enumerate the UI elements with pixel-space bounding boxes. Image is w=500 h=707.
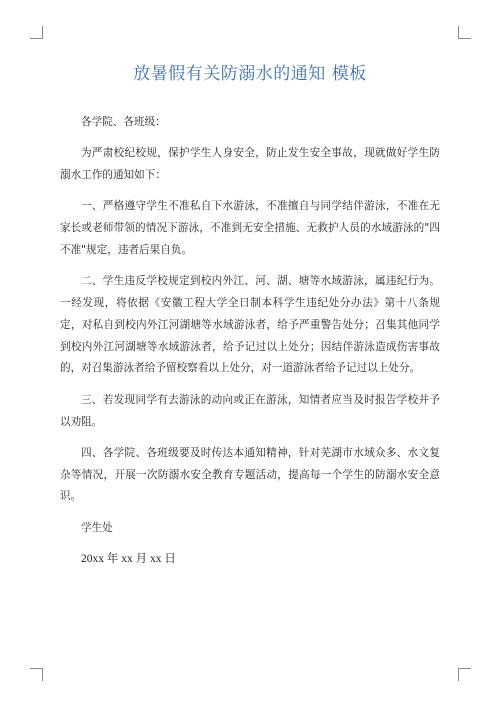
crop-mark-top-right bbox=[458, 26, 471, 39]
crop-mark-bottom-left bbox=[30, 668, 43, 681]
document-title: 放暑假有关防溺水的通知 模板 bbox=[133, 64, 367, 84]
document-body bbox=[60, 112, 440, 571]
greeting: 各学院、各班级： bbox=[81, 116, 166, 128]
paragraph-intro: 为严肃校纪校规，保护学生人身安全，防止发生安全事故，现就做好学生防溺水工作的通知如下： bbox=[60, 147, 440, 182]
paragraph-rule-1: 一、严格遵守学生不准私自下水游泳，不准擅自与同学结伴游泳，不准在无家长或老师带领的情况下游泳，不准到无安全措施、无救护人员的水域游泳的"四不准"规定，违者后果自负。 bbox=[60, 200, 440, 256]
signature: 学生处 bbox=[81, 521, 113, 534]
date: 20xx 年 xx 月 xx 日 bbox=[81, 553, 176, 566]
crop-mark-top-left bbox=[30, 26, 43, 39]
crop-mark-bottom-right bbox=[458, 668, 471, 681]
paragraph-rule-2: 二、学生违反学校规定到校内外江、河、湖、塘等水域游泳，属违纪行为。一经发现，将依据《安徽工程大学全日制本科学生违纪处分办法》第十八条规定，对私自到校内外江河湖塘等水域游泳者，给予严重警告处分；召集其他同学到校内外江河湖塘等水域游泳者，给予记过以上处分；因结伴游泳造成伤害事故的，对召集游泳者给予留校察看以上处分，对一道游泳者给予记过以上处分。 bbox=[60, 275, 440, 375]
paragraph-rule-3: 三、若发现同学有去游泳的动向或正在游泳，知情者应当及时报告学校并予以劝阻。 bbox=[60, 393, 440, 428]
paragraph-rule-4: 四、各学院、各班级要及时传达本通知精神，针对芜湖市水域众多、水文复杂等情况，开展一次防溺水安全教育专题活动，提高每一个学生的防溺水安全意识。 bbox=[60, 446, 440, 503]
